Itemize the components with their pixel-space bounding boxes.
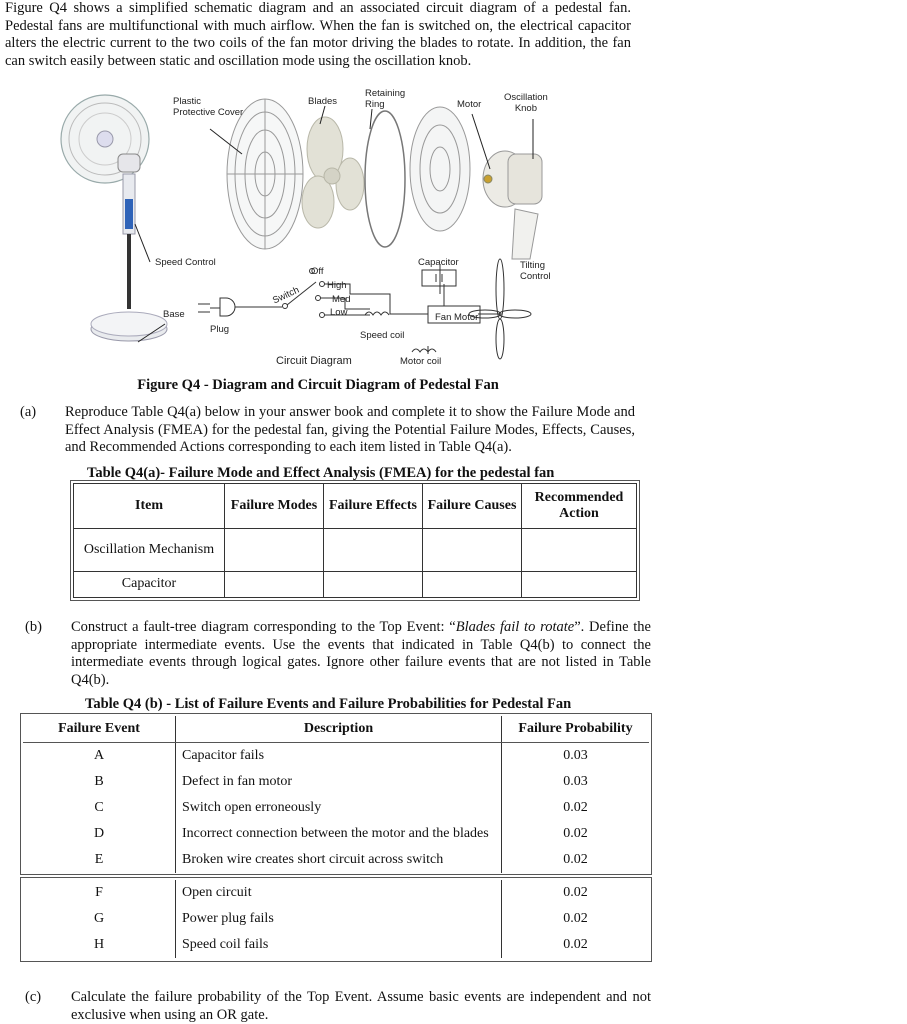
part-c-text: Calculate the failure probability of the Top Event. Assume basic events are independent and not exclusive when using an OR gate.	[71, 989, 651, 1023]
header-description: Description	[176, 716, 502, 743]
table-row	[23, 795, 649, 821]
failure-event-cell: H	[23, 932, 176, 958]
item-cell: Oscillation Mechanism	[74, 528, 225, 571]
probability-cell: 0.03	[563, 748, 588, 763]
table-row	[23, 743, 649, 770]
label-retaining-ring: Retaining Ring	[365, 88, 406, 110]
table-row	[23, 847, 649, 873]
table-row	[23, 932, 649, 958]
pedestal-fan-figure	[60, 84, 620, 374]
probability-cell: 0.03	[563, 774, 588, 789]
label-circuit-diagram: Circuit Diagram	[276, 355, 352, 367]
failure-event-cell: B	[23, 769, 176, 795]
probability-cell: 0.02	[563, 800, 588, 815]
header-item: Item	[74, 484, 225, 529]
description-cell: Defect in fan motor	[176, 769, 502, 795]
table-row	[23, 821, 649, 847]
probability-cell: 0.02	[563, 826, 588, 841]
description-cell: Open circuit	[176, 880, 502, 906]
description-cell: Incorrect connection between the motor and the blades	[176, 821, 502, 847]
description-cell: Broken wire creates short circuit across switch	[176, 847, 502, 873]
fmea-table	[70, 480, 640, 601]
failure-event-cell: D	[23, 821, 176, 847]
label-blades: Blades	[308, 96, 338, 107]
label-switch: Switch	[270, 284, 301, 307]
label-oscillation-knob: Oscillation Knob	[504, 92, 548, 114]
failure-event-cell: A	[23, 743, 176, 770]
label-med: Med	[332, 294, 351, 305]
label-plastic-cover: Plastic Protective Cover	[173, 96, 244, 118]
label-capacitor: Capacitor	[418, 257, 459, 268]
failure-event-cell: E	[23, 847, 176, 873]
probability-cell: 0.02	[563, 937, 588, 952]
header-recommended-action: Recommended Action	[522, 484, 637, 529]
protective-cover-image	[227, 99, 303, 249]
table-row	[23, 769, 649, 795]
rear-cover-image	[410, 107, 470, 231]
failure-events-table	[20, 713, 652, 875]
top-event-text: Blades fail to rotate	[455, 619, 575, 635]
header-failure-effects: Failure Effects	[324, 484, 423, 529]
label-fan-motor: Fan Motor	[435, 312, 479, 323]
part-c-number: (c)	[25, 989, 42, 1005]
table-a-title: Table Q4(a)- Failure Mode and Effect Analysis (FMEA) for the pedestal fan	[87, 465, 555, 481]
header-failure-causes: Failure Causes	[423, 484, 522, 529]
label-speed-control: Speed Control	[155, 257, 216, 268]
failure-event-cell: C	[23, 795, 176, 821]
failure-events-table-continued	[20, 877, 652, 962]
item-cell: Capacitor	[74, 571, 225, 597]
fan-diagram-illustration	[60, 84, 620, 374]
label-motor-coil: Motor coil	[400, 356, 442, 367]
label-base: Base	[163, 309, 185, 320]
label-speed-coil: Speed coil	[360, 330, 405, 341]
blades-image	[302, 117, 364, 228]
description-cell: Capacitor fails	[176, 743, 502, 770]
part-b-number: (b)	[25, 619, 42, 635]
figure-caption: Figure Q4 - Diagram and Circuit Diagram of Pedestal Fan	[137, 377, 499, 393]
failure-event-cell: G	[23, 906, 176, 932]
description-cell: Switch open erroneously	[176, 795, 502, 821]
part-b-text: Construct a fault-tree diagram corresponding to the Top Event: “Blades fail to rotate”. Define the appropriate intermediate events. Use the events that indicated in Table Q4(b) to connect the intermediate events through logical gates. Ignore other failure events that are not listed in Table Q4(b).	[71, 619, 651, 688]
circuit-diagram-image	[198, 259, 531, 359]
table-row	[74, 571, 637, 597]
label-tilting-control: Tilting Control	[520, 260, 551, 282]
table-b-title: Table Q4 (b) - List of Failure Events and Failure Probabilities for Pedestal Fan	[85, 696, 572, 712]
part-a-text: Reproduce Table Q4(a) below in your answer book and complete it to show the Failure Mode and Effect Analysis (FMEA) for the pedestal fan, giving the Potential Failure Modes, Effects, Causes, and Recommended Actions corresponding to each item listed in Table Q4(a).	[65, 404, 635, 456]
table-row	[74, 528, 637, 571]
intro-paragraph: Figure Q4 shows a simplified schematic diagram and an associated circuit diagram of a pedestal fan. Pedestal fans are multifunctional with much airflow. When the fan is switched on, the electrical capacitor alters the electric current to the two coils of the fan motor driving the blades to rotate. In addition, the fan can switch easily between static and oscillation mode using the oscillation knob.	[5, 0, 631, 69]
label-motor: Motor	[457, 99, 482, 110]
label-off: Off	[311, 266, 324, 277]
failure-event-cell: F	[23, 880, 176, 906]
table-row	[23, 906, 649, 932]
label-low: Low	[330, 307, 348, 318]
part-a-number: (a)	[20, 404, 37, 420]
header-failure-probability: Failure Probability	[502, 716, 650, 743]
header-failure-event: Failure Event	[23, 716, 176, 743]
pedestal-fan-image	[61, 95, 167, 341]
label-plug: Plug	[210, 324, 230, 335]
motor-image	[483, 151, 542, 259]
description-cell: Power plug fails	[176, 906, 502, 932]
probability-cell: 0.02	[563, 885, 588, 900]
probability-cell: 0.02	[563, 852, 588, 867]
retaining-ring-image	[365, 111, 405, 247]
table-row	[23, 880, 649, 906]
probability-cell: 0.02	[563, 911, 588, 926]
description-cell: Speed coil fails	[176, 932, 502, 958]
label-high: High	[327, 280, 347, 291]
header-failure-modes: Failure Modes	[225, 484, 324, 529]
